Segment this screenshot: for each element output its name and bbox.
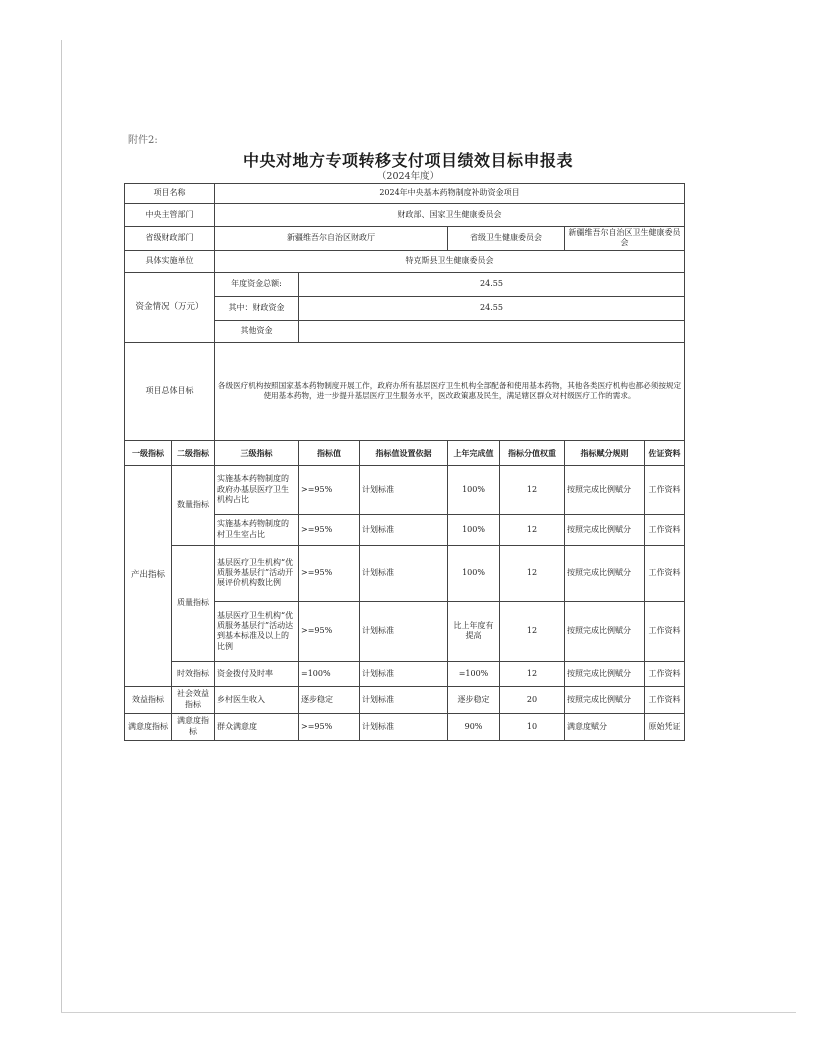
indicator-basis: 计划标准: [360, 465, 448, 514]
indicator-basis: 计划标准: [360, 601, 448, 661]
implementer-row: [125, 250, 685, 272]
level2-quality: 质量指标: [172, 545, 215, 661]
indicator-value: >=95%: [299, 713, 360, 740]
indicator-weight: 20: [500, 686, 565, 713]
indicator-basis: 计划标准: [360, 713, 448, 740]
implementer-value: 特克斯县卫生健康委员会: [215, 250, 685, 272]
header-level2: 二级指标: [172, 440, 215, 465]
indicator-prev: 100%: [448, 465, 500, 514]
indicator-rule: 满意度赋分: [565, 713, 645, 740]
table-row: [125, 713, 685, 740]
header-level3: 三级指标: [215, 440, 299, 465]
attachment-label: 附件2:: [128, 135, 158, 146]
indicator-name: 乡村医生收入: [215, 686, 299, 713]
indicator-basis: 计划标准: [360, 545, 448, 601]
funds-fiscal-value: 24.55: [299, 296, 685, 320]
goal-text: 各级医疗机构按照国家基本药物制度开展工作，政府办所有基层医疗卫生机构全部配备和使用基本药物，其他各类医疗机构也都必须按规定使用基本药物，进一步提升基层医疗卫生服务水平，医改政策惠及民生，满足辖区群众对村级医疗工作的需求。: [215, 342, 685, 440]
central-dept-value: 财政部、国家卫生健康委员会: [215, 204, 685, 227]
level1-benefit: 效益指标: [125, 686, 172, 713]
indicator-evidence: 工作资料: [645, 661, 685, 686]
level2-quantity: 数量指标: [172, 465, 215, 545]
indicator-value: >=95%: [299, 601, 360, 661]
goal-row: [125, 342, 685, 440]
provincial-row: [125, 227, 685, 251]
level2-social: 社会效益指标: [172, 686, 215, 713]
provincial-finance-value: 新疆维吾尔自治区财政厅: [215, 227, 448, 251]
funds-total-value: 24.55: [299, 272, 685, 296]
indicator-value: 逐步稳定: [299, 686, 360, 713]
indicator-rule: 按照完成比例赋分: [565, 661, 645, 686]
indicator-weight: 10: [500, 713, 565, 740]
indicator-prev: 100%: [448, 545, 500, 601]
indicator-weight: 12: [500, 601, 565, 661]
table-row: [125, 686, 685, 713]
page-title: 中央对地方专项转移支付项目绩效目标申报表: [242, 151, 573, 170]
indicator-weight: 12: [500, 465, 565, 514]
scan-edge-left: [61, 40, 62, 1012]
project-name-row: [125, 184, 685, 204]
header-rule: 指标赋分规则: [565, 440, 645, 465]
funds-other-value: [299, 320, 685, 342]
indicator-prev: 逐步稳定: [448, 686, 500, 713]
indicator-name: 群众满意度: [215, 713, 299, 740]
indicator-name: 实施基本药物制度的村卫生室占比: [215, 514, 299, 545]
indicator-name: 资金拨付及时率: [215, 661, 299, 686]
indicator-evidence: 工作资料: [645, 545, 685, 601]
header-value: 指标值: [299, 440, 360, 465]
indicator-rule: 按照完成比例赋分: [565, 465, 645, 514]
scan-edge-bottom: [61, 1012, 796, 1013]
central-dept-row: [125, 204, 685, 227]
header-prev: 上年完成值: [448, 440, 500, 465]
indicator-name: 基层医疗卫生机构“优质服务基层行”活动开展评价机构数比例: [215, 545, 299, 601]
indicator-evidence: 工作资料: [645, 514, 685, 545]
header-level1: 一级指标: [125, 440, 172, 465]
indicator-rule: 按照完成比例赋分: [565, 514, 645, 545]
indicator-weight: 12: [500, 545, 565, 601]
indicator-value: =100%: [299, 661, 360, 686]
table-row: [125, 545, 685, 601]
indicator-prev: =100%: [448, 661, 500, 686]
provincial-health-value: 新疆维吾尔自治区卫生健康委员会: [565, 227, 685, 251]
indicator-prev: 比上年度有提高: [448, 601, 500, 661]
project-name-label: 项目名称: [125, 184, 215, 204]
indicator-rule: 按照完成比例赋分: [565, 686, 645, 713]
level1-satisfaction: 满意度指标: [125, 713, 172, 740]
indicator-name: 基层医疗卫生机构“优质服务基层行”活动达到基本标准及以上的比例: [215, 601, 299, 661]
header-basis: 指标值设置依据: [360, 440, 448, 465]
indicator-evidence: 工作资料: [645, 601, 685, 661]
indicator-rule: 按照完成比例赋分: [565, 545, 645, 601]
central-dept-label: 中央主管部门: [125, 204, 215, 227]
level2-timeliness: 时效指标: [172, 661, 215, 686]
indicator-basis: 计划标准: [360, 514, 448, 545]
indicator-weight: 12: [500, 661, 565, 686]
indicator-evidence: 工作资料: [645, 686, 685, 713]
indicator-basis: 计划标准: [360, 661, 448, 686]
funds-total-label: 年度资金总额:: [215, 272, 299, 296]
funds-fiscal-label: 其中：财政资金: [215, 296, 299, 320]
indicator-prev: 90%: [448, 713, 500, 740]
indicator-header-row: [125, 440, 685, 465]
indicator-name: 实施基本药物制度的政府办基层医疗卫生机构占比: [215, 465, 299, 514]
indicator-value: >=95%: [299, 545, 360, 601]
indicator-prev: 100%: [448, 514, 500, 545]
provincial-finance-label: 省级财政部门: [125, 227, 215, 251]
indicator-basis: 计划标准: [360, 686, 448, 713]
indicator-value: >=95%: [299, 514, 360, 545]
page-subtitle: （2024年度）: [376, 171, 440, 182]
goal-label: 项目总体目标: [125, 342, 215, 440]
performance-target-table: [124, 183, 685, 741]
level2-satisfaction: 满意度指标: [172, 713, 215, 740]
indicator-weight: 12: [500, 514, 565, 545]
indicator-evidence: 工作资料: [645, 465, 685, 514]
funds-total-row: [125, 272, 685, 296]
funds-other-label: 其他资金: [215, 320, 299, 342]
funds-label: 资金情况（万元）: [125, 272, 215, 342]
header-weight: 指标分值权重: [500, 440, 565, 465]
table-row: [125, 465, 685, 514]
provincial-health-label: 省级卫生健康委员会: [448, 227, 565, 251]
level1-output: 产出指标: [125, 465, 172, 686]
implementer-label: 具体实施单位: [125, 250, 215, 272]
indicator-rule: 按照完成比例赋分: [565, 601, 645, 661]
header-evidence: 佐证资料: [645, 440, 685, 465]
table-row: [125, 661, 685, 686]
indicator-value: >=95%: [299, 465, 360, 514]
project-name-value: 2024年中央基本药物制度补助资金项目: [215, 184, 685, 204]
indicator-evidence: 原始凭证: [645, 713, 685, 740]
